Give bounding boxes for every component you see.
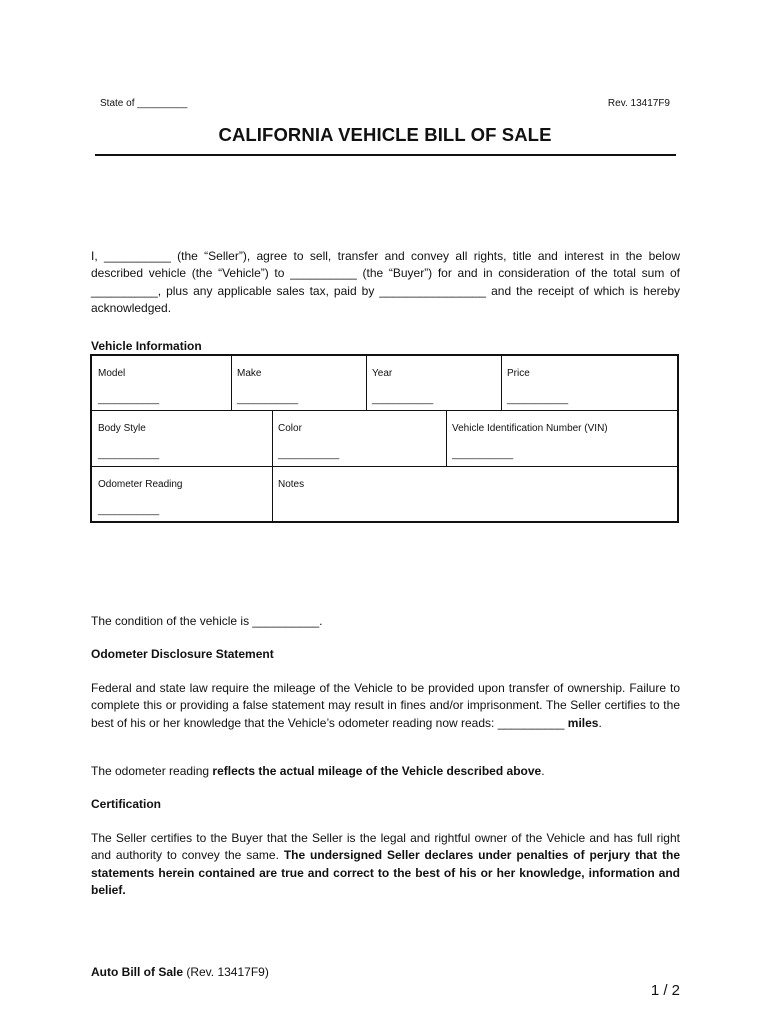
certification-paragraph <box>91 830 680 899</box>
odometer-reading-blank: ___________ <box>98 505 160 516</box>
make-cell[interactable] <box>231 356 366 411</box>
miles-label: miles <box>567 715 599 730</box>
certification-text: The Seller certifies to the Buyer that the Seller is the legal and rightful owner of the Vehicle and has full right and authority to convey the same. <box>91 831 680 863</box>
condition-statement: The condition of the vehicle is __________. <box>91 614 323 628</box>
notes-label: Notes <box>278 479 305 490</box>
odometer-disclosure-paragraph <box>91 680 680 732</box>
odometer-reading-prefix: The odometer reading <box>91 764 213 778</box>
model-label: Model <box>98 368 126 379</box>
vin-label: Vehicle Identification Number (VIN) <box>452 423 608 434</box>
certification-heading: Certification <box>91 797 162 811</box>
odometer-para-period: . <box>598 715 602 730</box>
make-blank: ___________ <box>237 394 299 405</box>
price-blank: ___________ <box>507 394 569 405</box>
odometer-reading-period: . <box>541 764 545 778</box>
model-cell[interactable] <box>92 356 231 411</box>
year-label: Year <box>372 368 393 379</box>
year-blank: ___________ <box>372 394 434 405</box>
footer-revision: (Rev. 13417F9) <box>183 965 269 979</box>
odometer-reading-cell[interactable] <box>92 467 272 521</box>
year-cell[interactable] <box>366 356 501 411</box>
vin-cell[interactable] <box>446 411 677 467</box>
perjury-declaration: The undersigned Seller declares under penalties of perjury that the statements herein contained are true and correct to the best of his or her knowledge, information and belief. <box>91 848 680 897</box>
vehicle-information-table <box>90 354 679 523</box>
odometer-reading-statement <box>91 763 680 780</box>
vehicle-information-heading: Vehicle Information <box>91 339 202 353</box>
notes-cell[interactable] <box>272 467 677 521</box>
body-style-cell[interactable] <box>92 411 272 467</box>
color-blank: ___________ <box>278 449 340 460</box>
vin-blank: ___________ <box>452 449 514 460</box>
document-title: CALIFORNIA VEHICLE BILL OF SALE <box>218 124 552 145</box>
footer-doc-name <box>91 965 269 979</box>
odometer-disclosure-heading: Odometer Disclosure Statement <box>91 647 274 661</box>
color-cell[interactable] <box>272 411 446 467</box>
price-cell[interactable] <box>501 356 677 411</box>
footer-title: Auto Bill of Sale <box>91 965 184 979</box>
revision-number: Rev. 13417F9 <box>607 98 670 109</box>
color-label: Color <box>278 423 302 434</box>
model-blank: ___________ <box>98 394 160 405</box>
state-field: State of _________ <box>100 98 188 109</box>
make-label: Make <box>237 368 262 379</box>
odometer-reading-label: Odometer Reading <box>98 479 183 490</box>
title-divider <box>95 154 676 156</box>
body-style-blank: ___________ <box>98 449 160 460</box>
price-label: Price <box>507 368 530 379</box>
intro-paragraph: I, __________ (the “Seller”), agree to sell, transfer and convey all rights, title and interest in the below described vehicle (the “Vehicle”) to __________ (the “Buyer”) for and in consideration of the total sum of __________, plus any applicable sales tax, paid by ________________ and the receipt of which is hereby acknowledged. <box>91 249 680 315</box>
odometer-disclosure-text: Federal and state law require the mileage of the Vehicle to be provided upon transfer of ownership. Failure to complete this or providing a false statement may result in fines and/or imprisonment. The Seller certifies to the best of his or her knowledge that the Vehicle’s odometer reading now reads: __________ <box>91 681 680 730</box>
body-style-label: Body Style <box>98 423 146 434</box>
odometer-reading-emphasis: reflects the actual mileage of the Vehicle described above <box>212 764 542 778</box>
page-number: 1 / 2 <box>650 982 680 999</box>
